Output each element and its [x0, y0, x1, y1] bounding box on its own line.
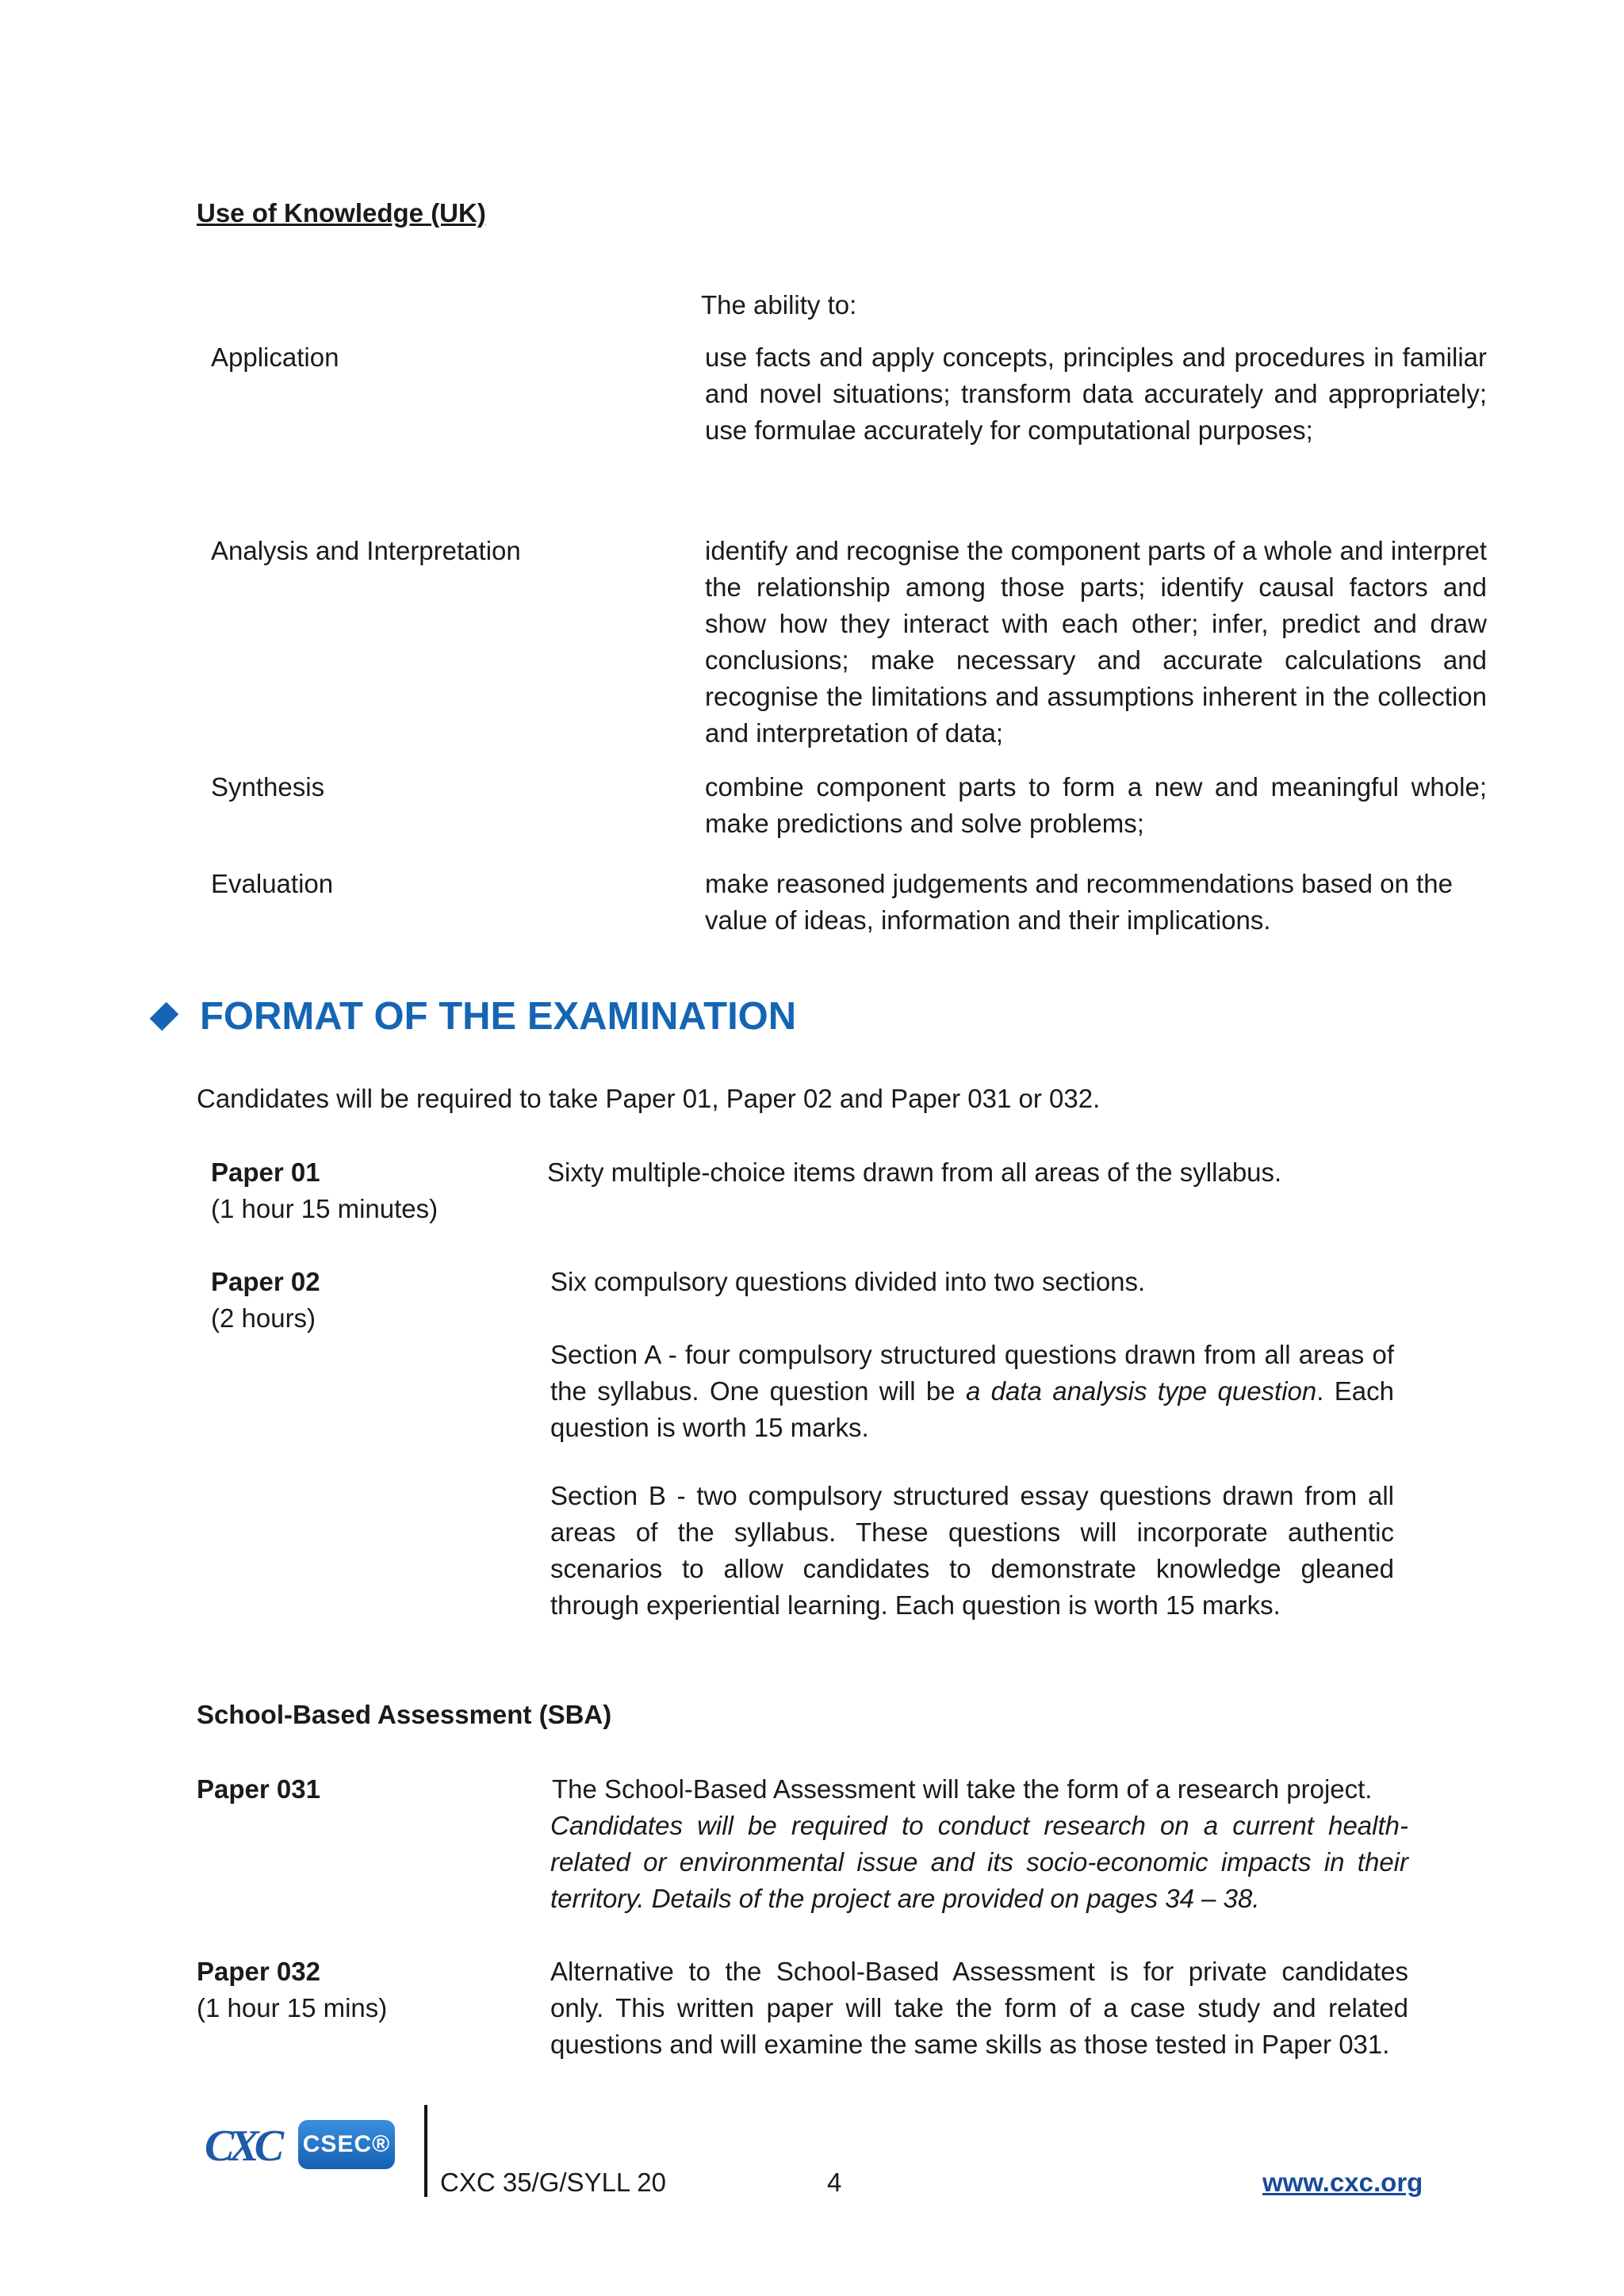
uk-term-evaluation: Evaluation — [211, 869, 334, 898]
format-intro: Candidates will be required to take Paper 01, Paper 02 and Paper 031 or 032. — [197, 1084, 1101, 1113]
footer-code: CXC 35/G/SYLL 20 — [440, 2168, 666, 2197]
uk-desc-analysis: identify and recognise the component parts of a whole and interpret the relationship among those parts; identify causal factors and show how they interact with each other; infer, predict and draw conclusions; make necessary and accurate calculations and recognise the limitations and assumptions inherent in the collection and interpretation of data; — [705, 536, 1487, 748]
section-a-italic: a data analysis type question — [965, 1376, 1317, 1406]
page-number: 4 — [827, 2168, 842, 2197]
uk-desc-synthesis: combine component parts to form a new and meaningful whole; make predictions and solve problems; — [705, 772, 1487, 838]
paper031-line1: The School-Based Assessment will take the form of a research project. — [552, 1774, 1373, 1804]
paper02-title: Paper 02 — [211, 1267, 320, 1296]
csec-badge: CSEC® — [298, 2120, 395, 2169]
paper01-title: Paper 01 — [211, 1158, 320, 1187]
uk-term-synthesis: Synthesis — [211, 772, 325, 802]
format-heading — [155, 993, 796, 1040]
footer-divider — [424, 2105, 427, 2197]
sba-heading: School-Based Assessment (SBA) — [197, 1700, 612, 1729]
paper02-section-a — [550, 1337, 1394, 1446]
cxc-mark-icon: CXC — [205, 2122, 280, 2171]
paper02-duration: (2 hours) — [211, 1303, 316, 1333]
diamond-bullet-icon — [150, 1002, 179, 1031]
paper032-desc: Alternative to the School-Based Assessment is for private candidates only. This written paper will take the form of a case study and related questions and will examine the same skills as those tested in Paper 031. — [550, 1957, 1408, 2059]
uk-desc-application: use facts and apply concepts, principles and procedures in familiar and novel situations; transform data accurately and appropriately; use formulae accurately for computational purposes; — [705, 342, 1487, 445]
website-link[interactable]: www.cxc.org — [1262, 2168, 1423, 2197]
paper031-italic: Candidates will be required to conduct research on a current health-related or environmental issue and its socio-economic impacts in their territory. Details of the project are provided on pages 34 – 38. — [550, 1811, 1408, 1913]
uk-desc-evaluation: make reasoned judgements and recommendations based on the value of ideas, information and their implications. — [705, 869, 1453, 935]
format-heading-text: FORMAT OF THE EXAMINATION — [200, 995, 797, 1038]
uk-term-analysis: Analysis and Interpretation — [211, 536, 521, 565]
paper032-duration: (1 hour 15 mins) — [197, 1993, 388, 2022]
cxc-csec-logo — [205, 2103, 419, 2182]
section-a-end: . Each question is worth 15 marks. — [550, 1376, 1394, 1442]
section-a-text: Section A - four compulsory structured questions drawn from all areas of the syllabus. One question will be — [550, 1340, 1394, 1406]
uk-intro: The ability to: — [701, 290, 857, 320]
uk-heading: Use of Knowledge (UK) — [197, 198, 486, 228]
paper032-title: Paper 032 — [197, 1957, 320, 1986]
paper02-desc: Six compulsory questions divided into two sections. — [550, 1267, 1146, 1296]
paper031-title: Paper 031 — [197, 1774, 320, 1804]
paper01-desc: Sixty multiple-choice items drawn from all areas of the syllabus. — [547, 1158, 1282, 1187]
paper02-section-b: Section B - two compulsory structured essay questions drawn from all areas of the syllabus. These questions will incorporate authentic scenarios to allow candidates to demonstrate knowledge gleaned through experiential learning. Each question is worth 15 marks. — [550, 1481, 1394, 1620]
paper01-duration: (1 hour 15 minutes) — [211, 1194, 439, 1223]
uk-term-application: Application — [211, 342, 339, 372]
